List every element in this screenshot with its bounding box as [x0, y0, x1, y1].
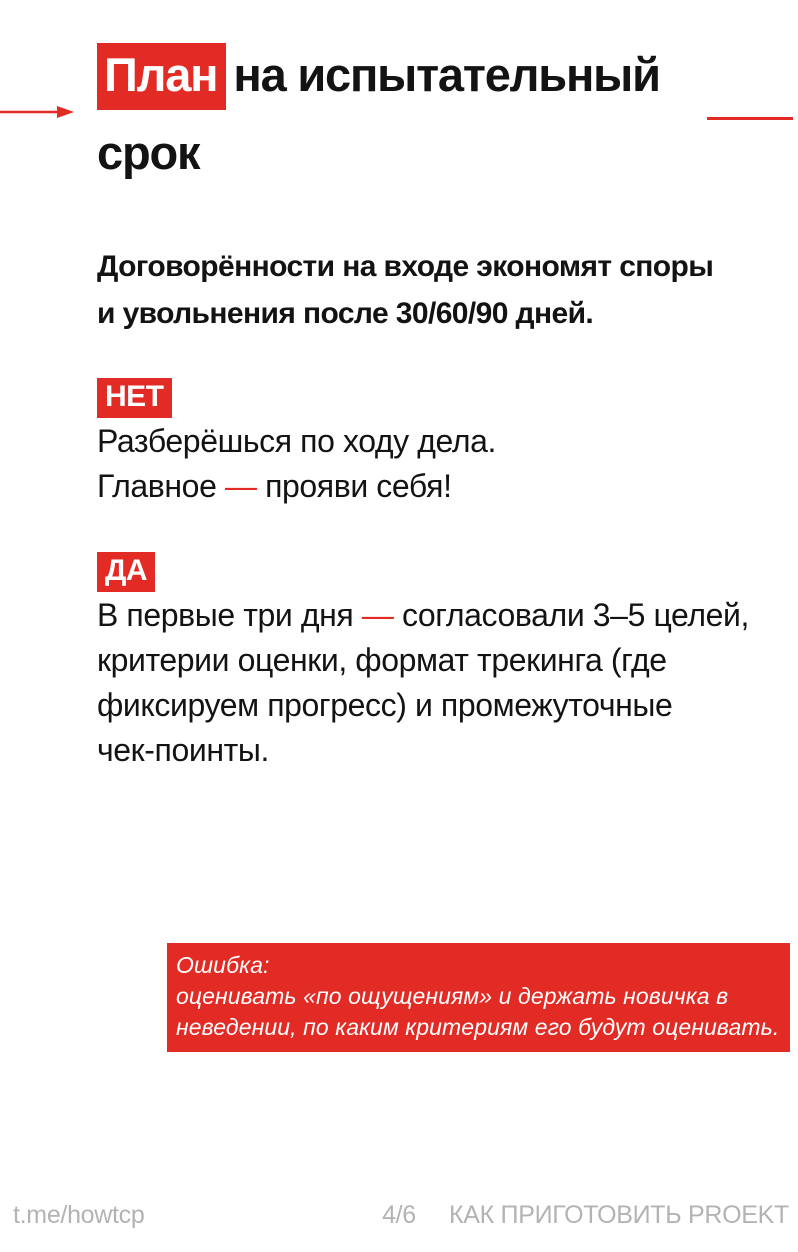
no-text-line2	[97, 464, 496, 509]
no-line2-pre: Главное	[97, 468, 217, 504]
no-badge: НЕТ	[97, 378, 172, 418]
mistake-label: Ошибка:	[176, 952, 270, 978]
title-line1	[97, 36, 660, 114]
page-title	[97, 36, 660, 192]
yes-text-line2: критерии оценки, формат трекинга (где	[97, 642, 667, 678]
yes-text-line3: фиксируем прогресс) и промежуточные	[97, 687, 673, 723]
yes-line1-pre: В первые три дня	[97, 597, 354, 633]
footer-page-indicator: 4/6	[382, 1201, 416, 1229]
title-highlight: План	[97, 43, 226, 110]
yes-line1-post: согласовали 3–5 целей,	[401, 597, 749, 633]
yes-text-line4: чек-поинты.	[97, 732, 269, 768]
red-dash: —	[361, 597, 394, 633]
intro-line2: и увольнения после 30/60/90 дней.	[97, 297, 594, 330]
footer	[0, 1201, 798, 1237]
mistake-box	[167, 943, 790, 1052]
intro-text	[97, 243, 713, 337]
footer-channel-link: t.me/howtcp	[13, 1201, 145, 1229]
yes-text	[97, 593, 749, 773]
no-line2-post: прояви себя!	[265, 468, 452, 504]
arrow-right-icon	[0, 103, 76, 121]
no-text-line1: Разберёшься по ходу дела.	[97, 423, 497, 459]
title-rest: на испытательный	[233, 48, 660, 101]
red-dash: —	[224, 468, 257, 504]
no-text	[97, 419, 496, 509]
intro-line1: Договорённости на входе экономят споры	[97, 250, 714, 283]
title-line2: срок	[97, 126, 200, 179]
decorative-rule	[707, 117, 793, 120]
mistake-line1: оценивать «по ощущениям» и держать новичка в	[176, 983, 729, 1009]
mistake-line2: неведении, по каким критериям его будут оценивать.	[176, 1014, 780, 1040]
footer-brand: КАК ПРИГОТОВИТЬ PROEKT	[449, 1201, 789, 1229]
yes-badge: ДА	[97, 552, 155, 592]
yes-text-line1	[97, 593, 749, 638]
